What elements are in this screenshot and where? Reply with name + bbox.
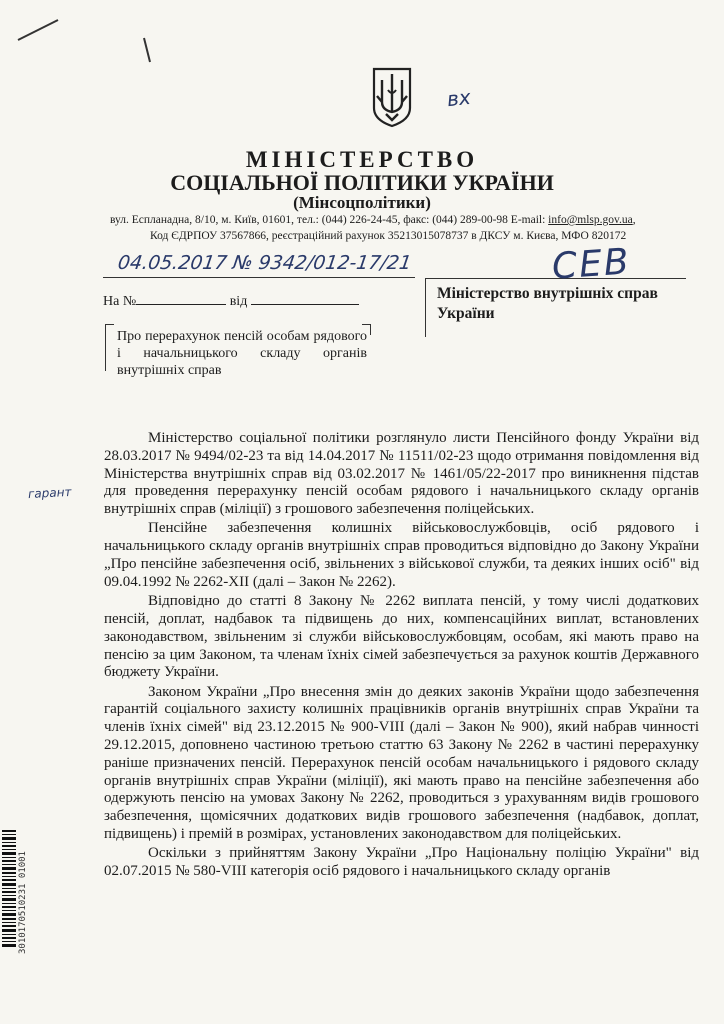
ref-number-label: На № [103,294,137,309]
body-paragraph: Відповідно до статті 8 Закону № 2262 виплата пенсій, у тому числі додаткових пенсій, доплат, надбавок та підвищень до них, компенсаційних виплат, встановлених законодавством, звільненим зі служби військовослужбовцям, особам, які мають право на пенсію за цим Законом, та членам їхніх сімей забезпечується за рахунок коштів Державного бюджету України. [104,593,699,681]
subject-bracket-left [105,324,114,371]
ref-number-blank [136,292,226,305]
body-paragraph: Міністерство соціальної політики розглянуло листи Пенсійного фонду України від 28.03.2017 № 9494/02-23 та від 14.04.2017 № 11511/02-23 щодо отримання повідомлення від Міністерства внутрішніх справ від 03.02.2017 № 1461/05/22-2017 про виникнення підстав для проведення перерахунку пенсій особам рядового і начальницького складу органів внутрішніх справ (міліції) з грошового забезпечення поліцейських. [104,430,699,518]
body-paragraph: Законом України „Про внесення змін до деяких законів України щодо забезпечення гарантій соціального захисту колишніх працівників органів внутрішніх справ України та членів їхніх сімей" від 23.12.2015 № 900-VIII (далі – Закон № 900), який набрав чинності 29.12.2015, доповнено частиною третьою статтю 63 Закону № 2262 в частині перерахунку раніше призначених пенсій. Перерахунок пенсій особам начальницького і рядового складу органів внутрішніх справ України (міліції), які мають право на пенсійне забезпечення або одержують пенсію на умовах Закону № 2262, проводиться з урахуванням видів грошового забезпечення, щомісячних додаткових видів грошового забезпечення (надбавок, доплат, підвищень) і премій в розмірах, установлених законодавством для поліцейських. [104,683,699,843]
reference-line [103,292,359,310]
outgoing-date-number: 04.05.2017 № 9342/012-17/21 [116,252,413,274]
letter-body [104,430,699,882]
ministry-short-name: (Мінсоцполітики) [293,193,431,212]
handwritten-side-note: гарант [27,484,72,502]
ref-date-label: від [229,294,248,309]
handwritten-mark: вх [445,84,472,112]
handwritten-initials: СЕВ [550,241,632,288]
ministry-subtitle: СОЦІАЛЬНОЇ ПОЛІТИКИ УКРАЇНИ [170,170,554,195]
recipient: Міністерство внутрішніх справ України [437,285,658,322]
ministry-title: МІНІСТЕРСТВО [245,147,479,172]
body-paragraph: Оскільки з прийняттям Закону України „Про Національну поліцію України" від 02.07.2015 № 580-VIII категорія осіб рядового і начальницького складу органів [104,845,699,880]
corner-pen-marks [0,0,160,70]
address-line [110,214,636,226]
registration-code-line: Код ЄДРПОУ 37567866, реєстраційний рахунок 35213015078737 в ДКСУ м. Києва, МФО 820172 [150,230,627,242]
address-end: , [632,214,636,226]
email-link[interactable]: info@mlsp.gov.ua [548,214,633,226]
barcode [2,830,16,950]
coat-of-arms-icon [371,66,413,128]
address-text: вул. Еспланадна, 8/10, м. Київ, 01601, тел.: (044) 226-24-45, факс: (044) 289-00-98 E-mail: [110,214,549,226]
ref-date-blank [251,292,359,305]
barcode-number: 3010170510231 01001 [18,851,28,954]
subject: Про перерахунок пенсій особам рядового і начальницького складу органів внутрішніх справ [117,329,367,378]
body-paragraph: Пенсійне забезпечення колишніх військовослужбовців, осіб рядового і начальницького складу органів внутрішніх справ проводиться відповідно до Закону України „Про пенсійне забезпечення осіб, звільнених з військової служби, та деяких інших осіб" від 09.04.1992 № 2262-XII (далі – Закон № 2262). [104,520,699,590]
